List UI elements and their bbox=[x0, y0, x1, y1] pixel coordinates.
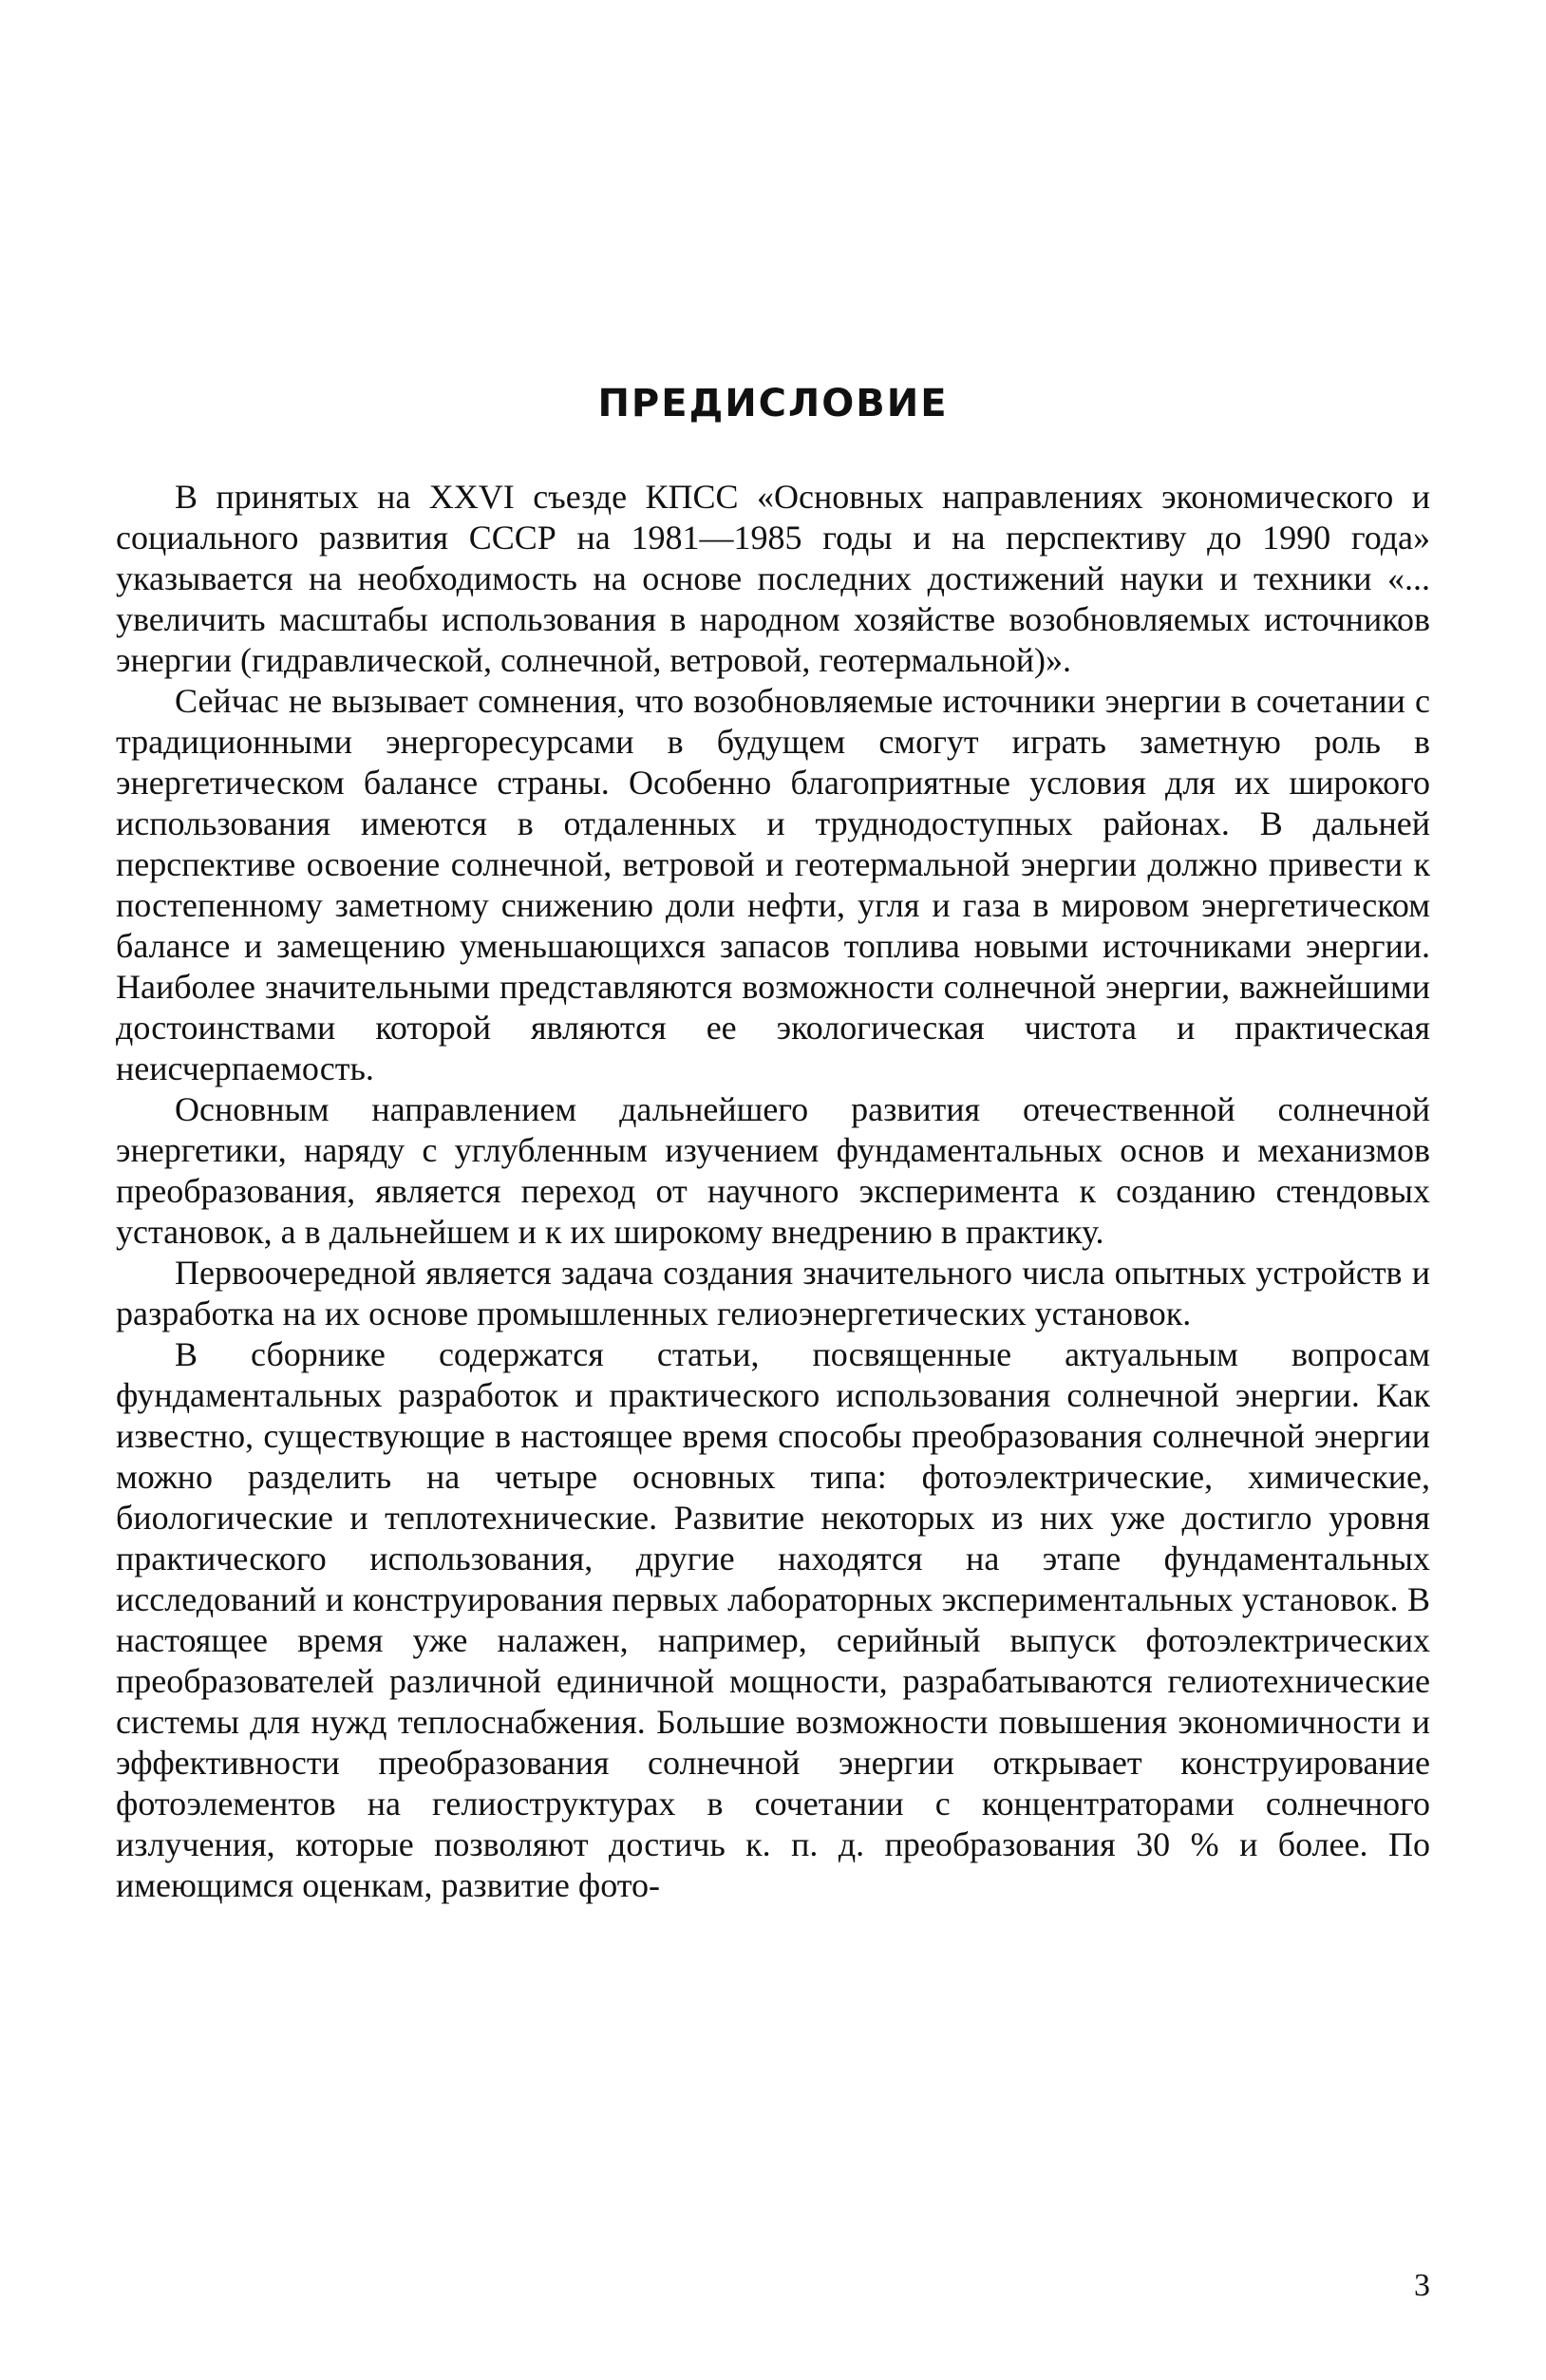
preface-body bbox=[116, 477, 1430, 1906]
paragraph: Основным направлением дальнейшего развития отечественной солнечной энергетики, наряду с углубленным изучением фундаментальных основ и механизмов преобразования, является переход от научного эксперимента к созданию стендовых установок, а в дальнейшем и к их широкому внедрению в практику. bbox=[116, 1090, 1430, 1251]
paragraph: Первоочередной является задача создания значительного числа опытных устройств и разработка на их основе промышленных гелиоэнергетических установок. bbox=[116, 1254, 1430, 1332]
page-title: ПРЕДИСЛОВИЕ bbox=[597, 382, 949, 425]
paragraph: В принятых на XXVI съезде КПСС «Основных направлениях экономического и социального развития СССР на 1981—1985 годы и на перспективу до 1990 года» указывается на необходимость на основе последних достижений науки и техники «... увеличить масштабы использования в народном хозяйстве возобновляемых источников энергии (гидравлической, солнечной, ветровой, геотермальной)». bbox=[116, 478, 1430, 679]
page-number: 3 bbox=[1414, 2268, 1430, 2303]
paragraph: В сборнике содержатся статьи, посвященные актуальным вопросам фундаментальных разработок и практического использования солнечной энергии. Как известно, существующие в настоящее время способы преобразования солнечной энергии можно разделить на четыре основных типа: фотоэлектрические, химические, биологические и теплотехнические. Развитие некоторых из них уже достигло уровня практического использования, другие находятся на этапе фундаментальных исследований и конструирования первых лабораторных экспериментальных установок. В настоящее время уже налажен, например, серийный выпуск фотоэлектрических преобразователей различной единичной мощности, разрабатываются гелиотехнические системы для нужд теплоснабжения. Большие возможности повышения экономичности и эффективности преобразования солнечной энергии открывает конструирование фотоэлементов на гелиоструктурах в сочетании с концентраторами солнечного излучения, которые позволяют достичь к. п. д. преобразования 30 % и более. По имеющимся оценкам, развитие фото- bbox=[116, 1335, 1430, 1904]
paragraph: Сейчас не вызывает сомнения, что возобновляемые источники энергии в сочетании с традиционными энергоресурсами в будущем смогут играть заметную роль в энергетическом балансе страны. Особенно благоприятные условия для их широкого использования имеются в отдаленных и труднодоступных районах. В дальней перспективе освоение солнечной, ветровой и геотермальной энергии должно привести к постепенному заметному снижению доли нефти, угля и газа в мировом энергетическом балансе и замещению уменьшающихся запасов топлива новыми источниками энергии. Наиболее значительными представляются возможности солнечной энергии, важнейшими достоинствами которой являются ее экологическая чистота и практическая неисчерпаемость. bbox=[116, 682, 1430, 1087]
